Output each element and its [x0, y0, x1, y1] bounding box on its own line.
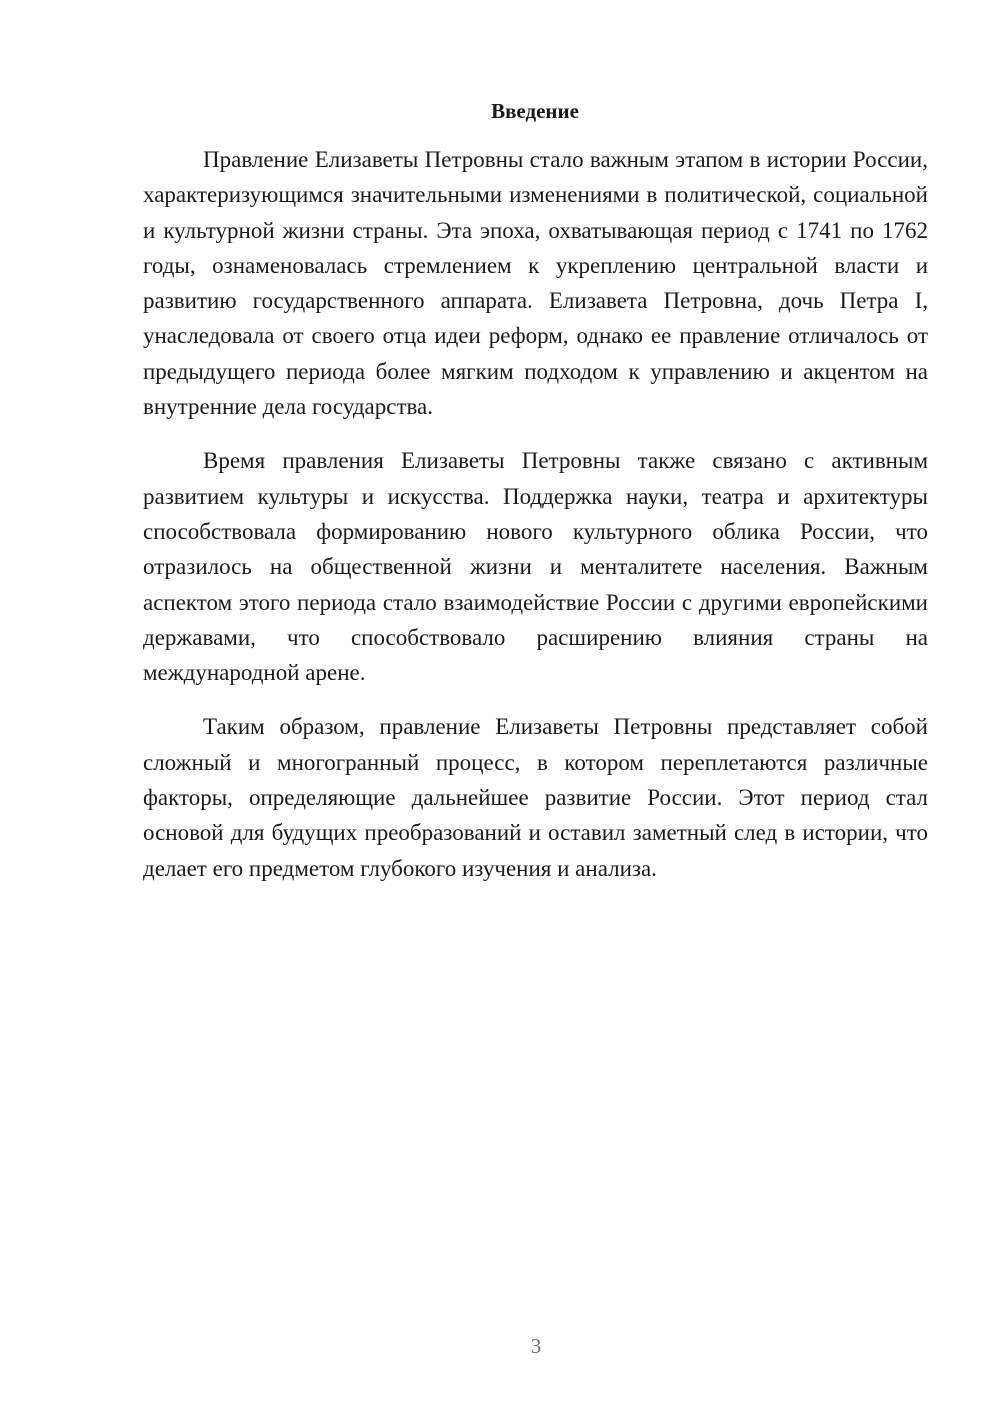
paragraph-2: Время правления Елизаветы Петровны также связано с активным развитием культуры и искусства. Поддержка науки, театра и архитектуры способствовала формированию нового культурного облика России, что отразилось на общественной жизни и менталитете населения. Важным аспектом этого периода стало взаимодействие России с другими европейскими державами, что способствовало расширению влияния страны на международной арене. — [143, 448, 928, 686]
paragraph-1: Правление Елизаветы Петровны стало важным этапом в истории России, характеризующимся значительными изменениями в политической, социальной и культурной жизни страны. Эта эпоха, охватывающая период с 1741 по 1762 годы, ознаменовалась стремлением к укреплению центральной власти и развитию государственного аппарата. Елизавета Петровна, дочь Петра I, унаследовала от своего отца идеи реформ, однако ее правление отличалось от предыдущего периода более мягким подходом к управлению и акцентом на внутренние дела государства. — [143, 147, 928, 420]
paragraph-3: Таким образом, правление Елизаветы Петровны представляет собой сложный и многогранный процесс, в котором переплетаются различные факторы, определяющие дальнейшее развитие России. Этот период стал основой для будущих преобразований и оставил заметный след в истории, что делает его предметом глубокого изучения и анализа. — [143, 714, 928, 881]
page-number: 3 — [530, 1334, 542, 1358]
body-text — [143, 142, 928, 905]
section-heading: Введение — [491, 99, 579, 123]
